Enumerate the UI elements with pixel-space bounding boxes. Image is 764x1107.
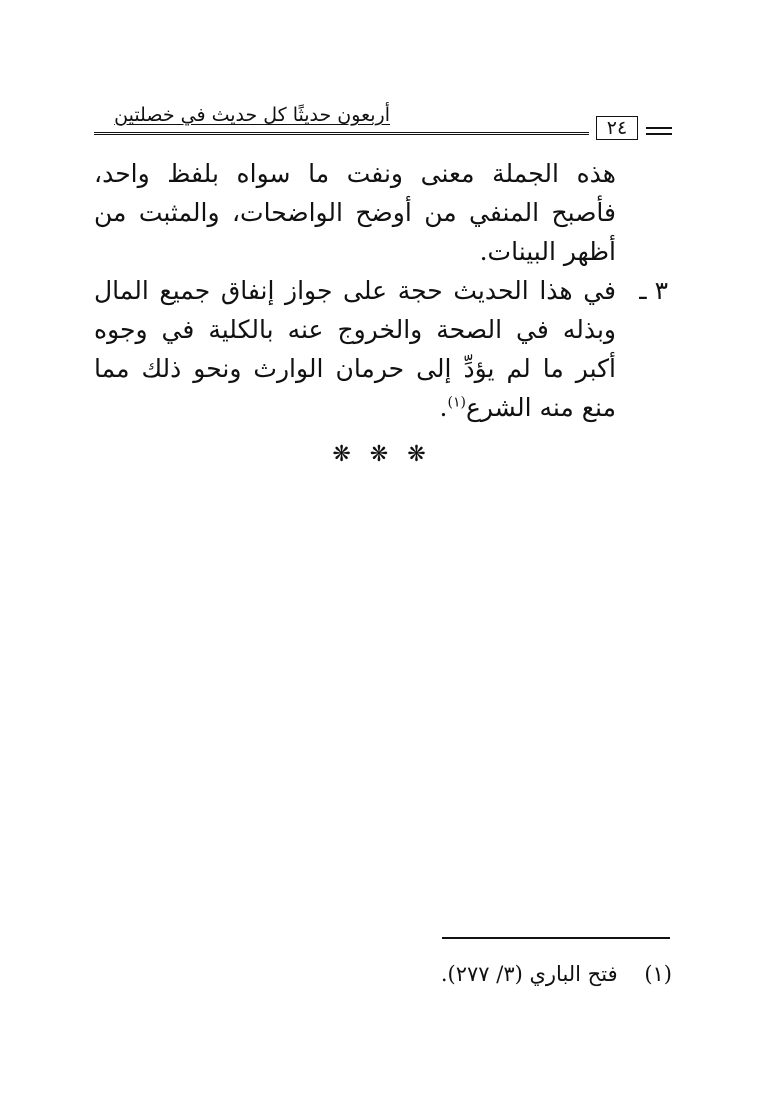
header-double-rule <box>94 132 589 135</box>
header-double-dash <box>646 127 672 135</box>
footnote-1 <box>441 962 672 986</box>
body-text <box>94 154 668 427</box>
page-number: ٢٤ <box>596 116 638 140</box>
running-header <box>94 104 672 144</box>
item-number: ٣ ـ <box>639 276 668 305</box>
numbered-item-3 <box>94 271 668 427</box>
footnote-divider <box>442 937 670 939</box>
footnote-number: (١) <box>644 962 672 986</box>
footnote-reference[interactable]: (١) <box>447 394 466 411</box>
continued-paragraph: هذه الجملة معنى ونفت ما سواه بلفظ واحد، فأصبح المنفي من أوضح الواضحات، والمثبت من أظهر البينات. <box>94 159 616 266</box>
footnote-text: فتح الباري (٣/ ٢٧٧). <box>440 962 618 986</box>
book-title: أربعون حديثًا كل حديث في خصلتين <box>114 104 390 126</box>
item-text: في هذا الحديث حجة على جواز إنفاق جميع المال وبذله في الصحة والخروج عنه بالكلية في وجوه أكبر ما لم يؤدِّ إلى حرمان الوارث ونحو ذلك مما منع منه الشرع <box>94 276 616 422</box>
section-separator: ❋ ❋ ❋ <box>332 442 432 467</box>
item-end: . <box>439 393 448 422</box>
